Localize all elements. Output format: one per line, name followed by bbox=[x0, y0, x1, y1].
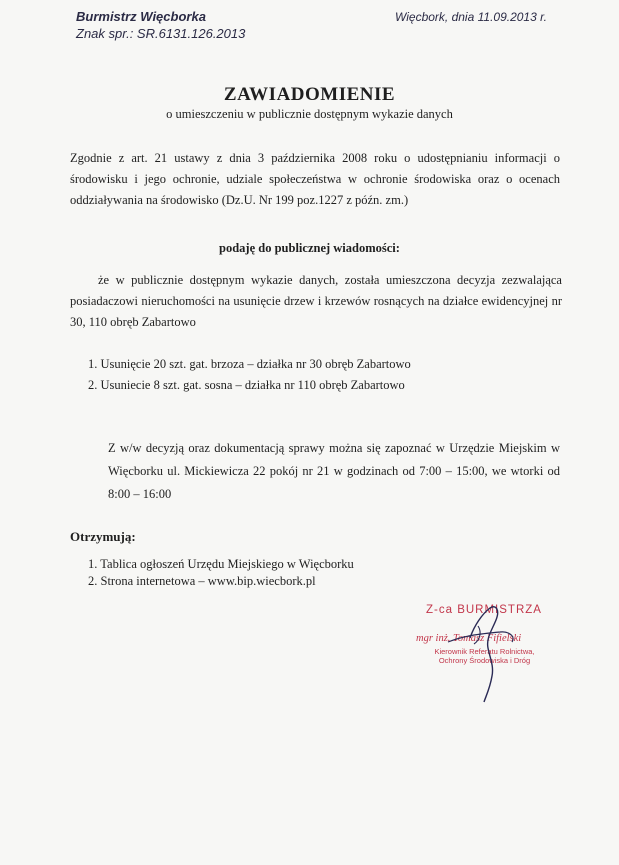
issuing-office: Burmistrz Więcborka bbox=[76, 9, 206, 24]
announcement-paragraph bbox=[70, 270, 562, 333]
document-title: ZAWIADOMIENIE bbox=[223, 84, 396, 105]
stamp-role: Kierownik Referatu Rolnictwa, Ochrony Środowiska i Dróg bbox=[434, 647, 535, 665]
place-date: Więcbork, dnia 11.09.2013 r. bbox=[395, 10, 547, 24]
reference-number: Znak spr.: SR.6131.126.2013 bbox=[76, 26, 246, 41]
announcement-heading: podaję do publicznej wiadomości: bbox=[219, 241, 400, 255]
list-item: 2. Strona internetowa – www.bip.wiecbork.pl bbox=[88, 574, 316, 588]
document-subtitle: o umieszczeniu w publicznie dostępnym wykazie danych bbox=[166, 107, 453, 121]
list-item: 1. Usunięcie 20 szt. gat. brzoza – działka nr 30 obręb Zabartowo bbox=[88, 357, 411, 371]
stamp-title: Z-ca BURMISTRZA bbox=[426, 604, 542, 616]
legal-basis-paragraph: Zgodnie z art. 21 ustawy z dnia 3 października 2008 roku o udostępnianiu informacji o środowisku i jego ochronie, udziale społeczeństwa w ochronie środowiska oraz o ocenach oddziaływania na środowisko (Dz.U. Nr 199 poz.1227 z późn. zm.) bbox=[70, 151, 560, 207]
decision-items bbox=[88, 354, 411, 396]
handwritten-signature bbox=[408, 596, 558, 706]
inspection-info-paragraph: Z w/w decyzją oraz dokumentacją sprawy można się zapoznać w Urzędzie Miejskim w Więcborku ul. Mickiewicza 22 pokój nr 21 w godzinach od 7:00 – 15:00, we wtorki od 8:00 – 16:00 bbox=[108, 441, 560, 501]
announcement-text: że w publicznie dostępnym wykazie danych, została umieszczona decyzja zezwalająca posiadaczowi nieruchomości na usunięcie drzew i krzewów rosnących na działce ewidencyjnej nr 30, 110 obręb Zabartowo bbox=[70, 273, 562, 329]
official-stamp bbox=[408, 596, 558, 706]
recipients-list bbox=[88, 556, 354, 590]
list-item: 1. Tablica ogłoszeń Urzędu Miejskiego w Więcborku bbox=[88, 557, 354, 571]
recipients-label: Otrzymują: bbox=[70, 529, 136, 544]
stamp-name: mgr inż. Tomasz Fifielski bbox=[416, 633, 522, 644]
header-left bbox=[76, 8, 245, 42]
list-item: 2. Usuniecie 8 szt. gat. sosna – działka nr 110 obręb Zabartowo bbox=[88, 378, 405, 392]
